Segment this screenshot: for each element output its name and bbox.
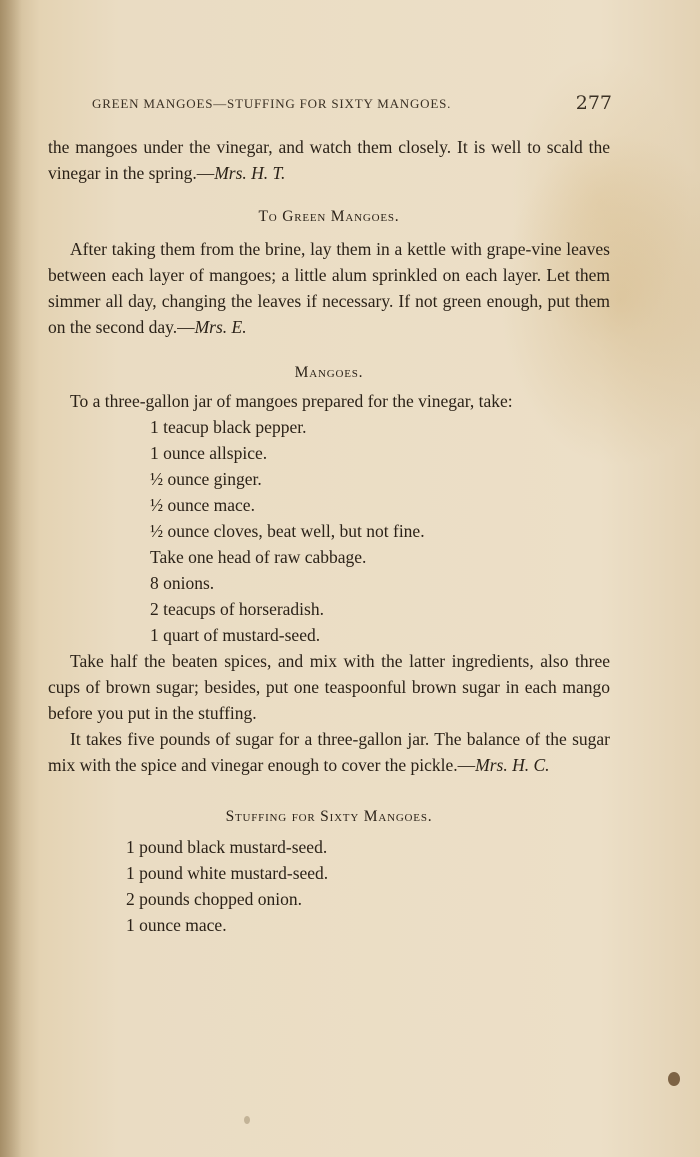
page-number: 277 xyxy=(575,92,612,114)
mangoes-paragraph-2 xyxy=(48,726,610,778)
intro-author: Mrs. H. T. xyxy=(214,163,286,183)
ingredient-item: 8 onions. xyxy=(150,573,215,593)
mangoes-paragraph-2-text: It takes five pounds of sugar for a three-gallon jar. The balance of the sugar mix with the spice and vinegar enough to cover the pickle.— xyxy=(48,729,610,775)
ingredient-item: 1 ounce mace. xyxy=(126,915,227,935)
ingredient-item: 1 pound white mustard-seed. xyxy=(126,863,329,883)
ingredient-item: 2 pounds chopped onion. xyxy=(126,889,302,909)
ingredient-item: 2 teacups of horseradish. xyxy=(150,599,324,619)
mangoes-author: Mrs. H. C. xyxy=(475,755,550,775)
paper-blemish xyxy=(244,1116,250,1124)
ingredient-item: ½ ounce cloves, beat well, but not fine. xyxy=(150,521,425,541)
page-content xyxy=(48,134,610,938)
ingredient-item: 1 teacup black pepper. xyxy=(150,417,307,437)
section-title-green-mangoes: To Green Mangoes. xyxy=(258,208,400,225)
mangoes-intro: To a three-gallon jar of mangoes prepared for the vinegar, take: xyxy=(70,391,513,411)
page-spine-shadow xyxy=(0,0,22,1157)
section-title-mangoes: Mangoes. xyxy=(294,364,364,381)
intro-paragraph xyxy=(48,134,610,186)
section-title-stuffing: Stuffing for Sixty Mangoes. xyxy=(225,808,433,825)
ingredient-item: 1 quart of mustard-seed. xyxy=(150,625,321,645)
ingredient-item: 1 pound black mustard-seed. xyxy=(126,837,328,857)
ingredient-item: ½ ounce mace. xyxy=(150,495,255,515)
ink-spot xyxy=(668,1072,680,1086)
stuffing-ingredient-list xyxy=(126,834,610,938)
mangoes-ingredient-list xyxy=(150,414,610,648)
ingredient-item: 1 ounce allspice. xyxy=(150,443,268,463)
green-mangoes-paragraph xyxy=(48,236,610,340)
ingredient-item: ½ ounce ginger. xyxy=(150,469,262,489)
intro-text: the mangoes under the vinegar, and watch them closely. It is well to scald the vinegar in the spring.— xyxy=(48,137,610,183)
running-title: GREEN MANGOES—STUFFING FOR SIXTY MANGOES. xyxy=(92,96,452,111)
mangoes-paragraph-1: Take half the beaten spices, and mix with the latter ingredients, also three cups of brown sugar; besides, put one teaspoonful brown sugar in each mango before you put in the stuffing. xyxy=(48,651,610,723)
ingredient-item: Take one head of raw cabbage. xyxy=(150,547,367,567)
green-mangoes-author: Mrs. E. xyxy=(194,317,247,337)
green-mangoes-text: After taking them from the brine, lay them in a kettle with grape-vine leaves between each layer of mangoes; a little alum sprinkled on each layer. Let them simmer all day, changing the leaves if necessary. If not green enough, put them on the second day.— xyxy=(48,239,610,337)
